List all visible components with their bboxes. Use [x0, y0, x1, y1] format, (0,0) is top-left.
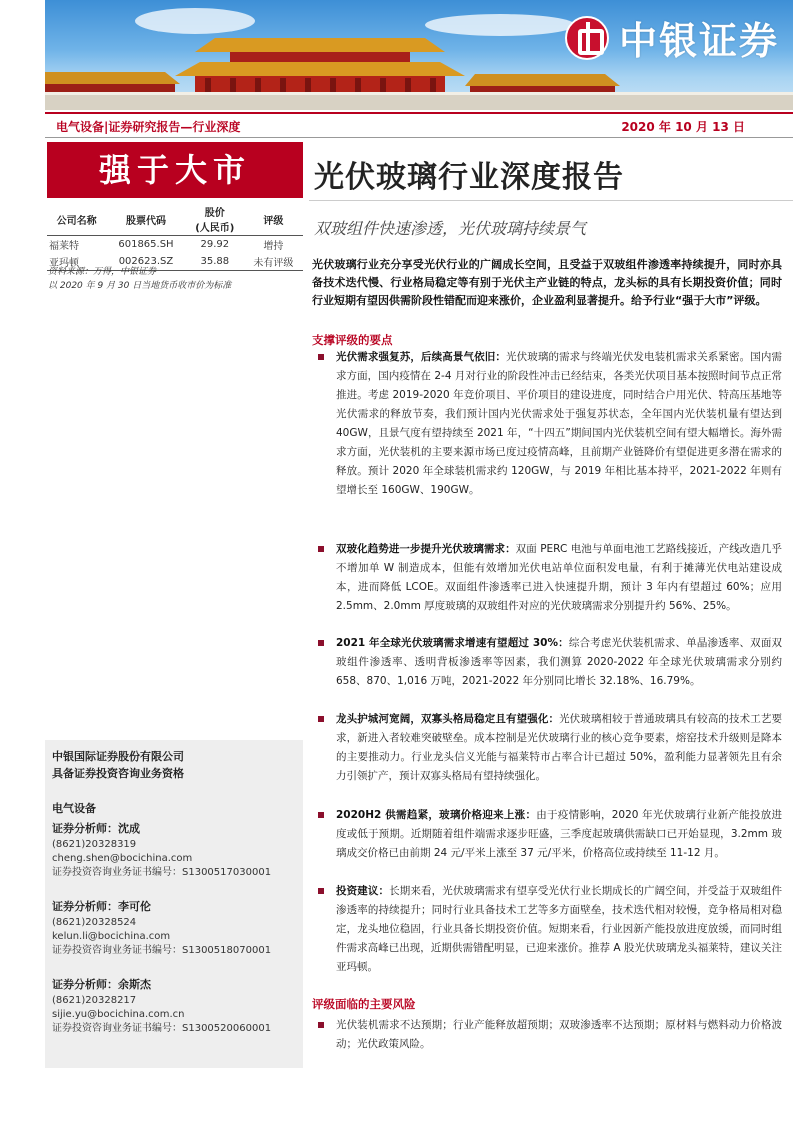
cell-price: 35.88	[186, 253, 244, 271]
point-lead: 2021 年全球光伏玻璃需求增速有望超过 30%：	[336, 637, 569, 649]
point-text: 综合考虑光伏装机需求、单晶渗透率、双面双玻组件渗透率、透明背板渗透率等因素，我们测算 2020-2022 年全球光伏玻璃需求分别约 658、870、1,016 万吨，2021-2022 年分别同比增长 32.18%、16.79%。	[336, 637, 783, 687]
report-date: 2020 年 10 月 13 日	[621, 120, 745, 134]
sector-label: 电气设备	[52, 802, 96, 815]
col-price	[186, 203, 244, 236]
analyst-card	[52, 820, 271, 880]
support-points	[312, 806, 782, 863]
risk-heading: 评级面临的主要风险	[312, 997, 416, 1011]
analyst-phone: (8621)20328524	[52, 917, 137, 928]
stock-table	[47, 203, 303, 271]
analyst-cert: 证券投资咨询业务证书编号：S1300520060001	[52, 1023, 272, 1034]
support-points	[312, 882, 782, 977]
analyst-cert: 证券投资咨询业务证书编号：S1300517030001	[52, 867, 272, 878]
point-text: 双面 PERC 电池与单面电池工艺路线接近，产线改造几乎不增加单 W 制造成本，但能有效增加光伏电站单位面积发电量，有利于摊薄光伏电站建设成本，进而降低 LCOE。双面组件渗透率已进入快速提升期，预计 3 年内有望超过 60%；应用 2.5mm、2.0mm 厚度玻璃的双玻组件对应的光伏玻璃需求分别提升约 56%、25%。	[336, 543, 782, 612]
brand-logo	[565, 10, 779, 65]
bank-of-china-icon	[565, 16, 609, 60]
risk-text: 光伏装机需求不达预期；行业产能释放超预期；双玻渗透率不达预期；原材料与燃料动力价格波动；光伏政策风险。	[336, 1019, 782, 1050]
analyst-email[interactable]: sijie.yu@bocichina.com.cn	[52, 1009, 185, 1020]
point-lead: 2020H2 供需趋紧，玻璃价格迎来上涨：	[336, 809, 537, 821]
source-line: 资料来源：万得，中银证券	[48, 267, 157, 277]
risk-list	[312, 1016, 782, 1054]
list-item	[312, 882, 782, 977]
analyst-card	[52, 898, 271, 958]
analyst-name: 证券分析师：李可伦	[52, 900, 151, 913]
cell-rating: 未有评级	[244, 253, 303, 271]
table-row	[47, 236, 303, 254]
list-item	[312, 806, 782, 863]
list-item	[312, 540, 782, 616]
point-lead: 光伏需求强复苏，后续高景气依旧：	[336, 351, 506, 363]
rating-slogan: 强于大市	[47, 142, 303, 198]
analyst-phone: (8621)20328217	[52, 995, 137, 1006]
cell-code: 002623.SZ	[106, 253, 186, 271]
support-heading: 支撑评级的要点	[312, 333, 393, 347]
cell-company: 亚玛顿	[47, 253, 106, 271]
company-name: 中银国际证券股份有限公司	[52, 750, 184, 763]
point-lead: 双玻化趋势进一步提升光伏玻璃需求：	[336, 543, 516, 555]
support-points	[312, 540, 782, 616]
point-text: 长期来看，光伏玻璃需求有望享受光伏行业长期成长的广阔空间，并受益于双玻组件渗透率的持续提升；同时行业具备技术工艺等多方面壁垒，技术迭代相对较慢，竞争格局相对稳定，龙头地位稳固，行业具备长期投资价值。短期来看，行业因新产能投放进度放缓，而同时组件需求高峰已出现，近期供需错配明显，已迎来涨价。推荐 A 股光伏玻璃龙头福莱特，建议关注亚玛顿。	[336, 885, 783, 973]
report-title: 光伏玻璃行业深度报告	[314, 160, 624, 195]
header-divider	[45, 137, 793, 138]
col-code: 股票代码	[106, 203, 186, 236]
list-item	[312, 1016, 782, 1054]
price-note: 以 2020 年 9 月 30 日当地货币收市价为标准	[48, 281, 232, 291]
cell-price: 29.92	[200, 239, 230, 250]
analyst-name: 证券分析师：余斯杰	[52, 978, 151, 991]
analyst-name: 证券分析师：沈成	[52, 822, 140, 835]
table-source	[48, 265, 231, 293]
report-summary: 光伏玻璃行业充分享受光伏行业的广阔成长空间，且受益于双玻组件渗透率持续提升，同时亦具备技术迭代慢、行业格局稳定等有别于光伏主产业链的特点，龙头标的具有长期投资价值；同时行业短期有望因供需阶段性错配而迎来涨价，企业盈利显著提升。给予行业“强于大市”评级。	[312, 258, 782, 307]
point-text: 由于疫情影响，2020 年光伏玻璃行业新产能投放进度或低于预期。近期随着组件端需求逐步旺盛，三季度起玻璃供需缺口已开始显现，3.2mm 玻璃成交价格已由前期 24 元/平米上涨至 37 元/平米，价格高位或持续至 11-12 月。	[336, 809, 782, 859]
company-qualification: 具备证券投资咨询业务资格	[52, 767, 184, 780]
header-rule	[45, 112, 793, 114]
point-text: 光伏玻璃的需求与终端光伏发电装机需求关系紧密。国内需求方面，国内疫情在 2-4 月对行业的阶段性冲击已经结束，各类光伏项目基本按照时间节点正常推进。考虑 2019-2020 年竞价项目、平价项目的建设进度，同时结合户用光伏、特高压基地等光伏需求的释放节奏，我们预计国内光伏需求处于强复苏状态，全年国内光伏装机量有望达到 40GW，且景气度有望持续至 2021 年，“十四五”期间国内光伏装机空间有望大幅增长。海外需求方面，光伏装机的主要来源市场已度过疫情高峰，且前期产业链降价有望促进更多潜在需求的释放。预计 2020 年全球装机需求约 120GW，与 2019 年相比基本持平，2021-2022 年则有望增长至 160GW、190GW。	[336, 351, 783, 496]
support-points	[312, 710, 782, 786]
col-company: 公司名称	[47, 203, 106, 236]
report-subtitle: 双玻组件快速渗透，光伏玻璃持续景气	[314, 219, 587, 238]
company-info	[52, 748, 184, 782]
list-item	[312, 634, 782, 691]
report-category: 电气设备|证券研究报告—行业深度	[56, 120, 241, 134]
point-lead: 龙头护城河宽阔，双寡头格局稳定且有望强化：	[336, 713, 560, 725]
analyst-cert: 证券投资咨询业务证书编号：S1300518070001	[52, 945, 272, 956]
header-banner	[45, 0, 793, 110]
col-price-label: 股价	[204, 208, 225, 219]
table-header-row	[47, 203, 303, 236]
col-price-unit: (人民币)	[195, 223, 235, 234]
cell-rating: 增持	[263, 241, 284, 252]
col-rating: 评级	[244, 203, 303, 236]
support-points	[312, 634, 782, 691]
support-points	[312, 348, 782, 500]
cell-code: 601865.SH	[118, 239, 174, 250]
title-rule	[309, 200, 793, 201]
analyst-card	[52, 976, 271, 1036]
brand-name: 中银证券	[618, 18, 779, 63]
analyst-email[interactable]: cheng.shen@bocichina.com	[52, 853, 193, 864]
analyst-email[interactable]: kelun.li@bocichina.com	[52, 931, 171, 942]
point-lead: 投资建议：	[336, 885, 390, 897]
analyst-phone: (8621)20328319	[52, 839, 137, 850]
list-item	[312, 710, 782, 786]
point-text: 光伏玻璃相较于普通玻璃具有较高的技术工艺要求，新进入者较难突破壁垒。成本控制是光伏玻璃行业的核心竞争要素，熔窑技术升级则是降本的主要推动力。行业龙头信义光能与福莱特市占率合计已超过 50%，盈利能力显著领先且有余力引领扩产，预计双寡头格局有望持续强化。	[336, 713, 783, 782]
list-item	[312, 348, 782, 500]
cell-company: 福莱特	[49, 241, 79, 252]
